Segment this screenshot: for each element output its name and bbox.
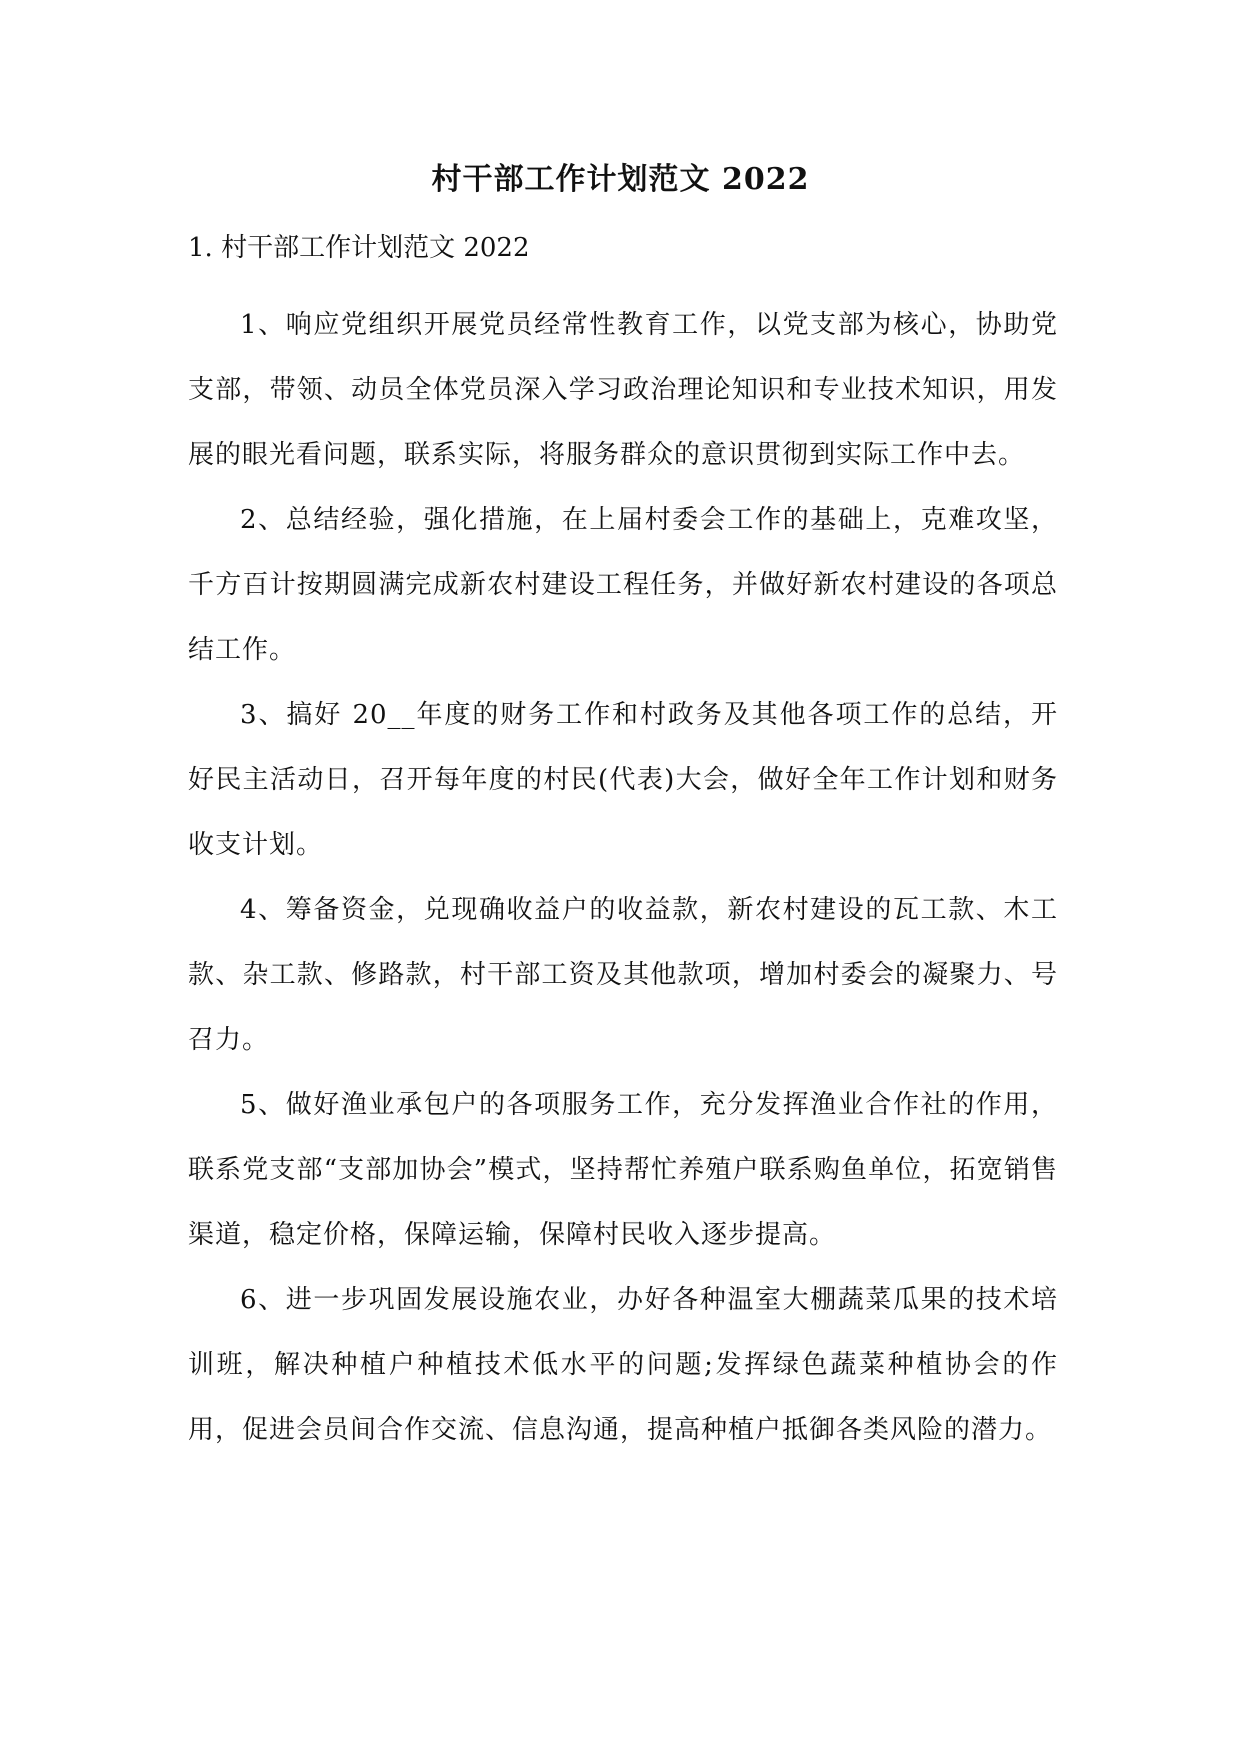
- paragraph-4: 4、筹备资金，兑现确收益户的收益款，新农村建设的瓦工款、木工款、杂工款、修路款，村干部工资及其他款项，增加村委会的凝聚力、号召力。: [188, 895, 1058, 1055]
- paragraph-1: 1、响应党组织开展党员经常性教育工作，以党支部为核心，协助党支部，带领、动员全体党员深入学习政治理论知识和专业技术知识，用发展的眼光看问题，联系实际，将服务群众的意识贯彻到实际工作中去。: [188, 310, 1058, 470]
- paragraph-2: 2、总结经验，强化措施，在上届村委会工作的基础上，克难攻坚，千方百计按期圆满完成新农村建设工程任务，并做好新农村建设的各项总结工作。: [188, 505, 1058, 665]
- document-subtitle: 1. 村干部工作计划范文 2022: [188, 233, 530, 263]
- paragraph-3: 3、搞好 20__年度的财务工作和村政务及其他各项工作的总结，开好民主活动日，召开每年度的村民(代表)大会，做好全年工作计划和财务收支计划。: [188, 700, 1058, 860]
- paragraph-5: 5、做好渔业承包户的各项服务工作，充分发挥渔业合作社的作用，联系党支部“支部加协会”模式，坚持帮忙养殖户联系购鱼单位，拓宽销售渠道，稳定价格，保障运输，保障村民收入逐步提高。: [188, 1090, 1058, 1250]
- paragraph-6: 6、进一步巩固发展设施农业，办好各种温室大棚蔬菜瓜果的技术培训班，解决种植户种植技术低水平的问题;发挥绿色蔬菜种植协会的作用，促进会员间合作交流、信息沟通，提高种植户抵御各类风险的潜力。: [188, 1285, 1058, 1445]
- document-body: [188, 293, 1058, 1463]
- document-title: 村干部工作计划范文 2022: [431, 162, 810, 197]
